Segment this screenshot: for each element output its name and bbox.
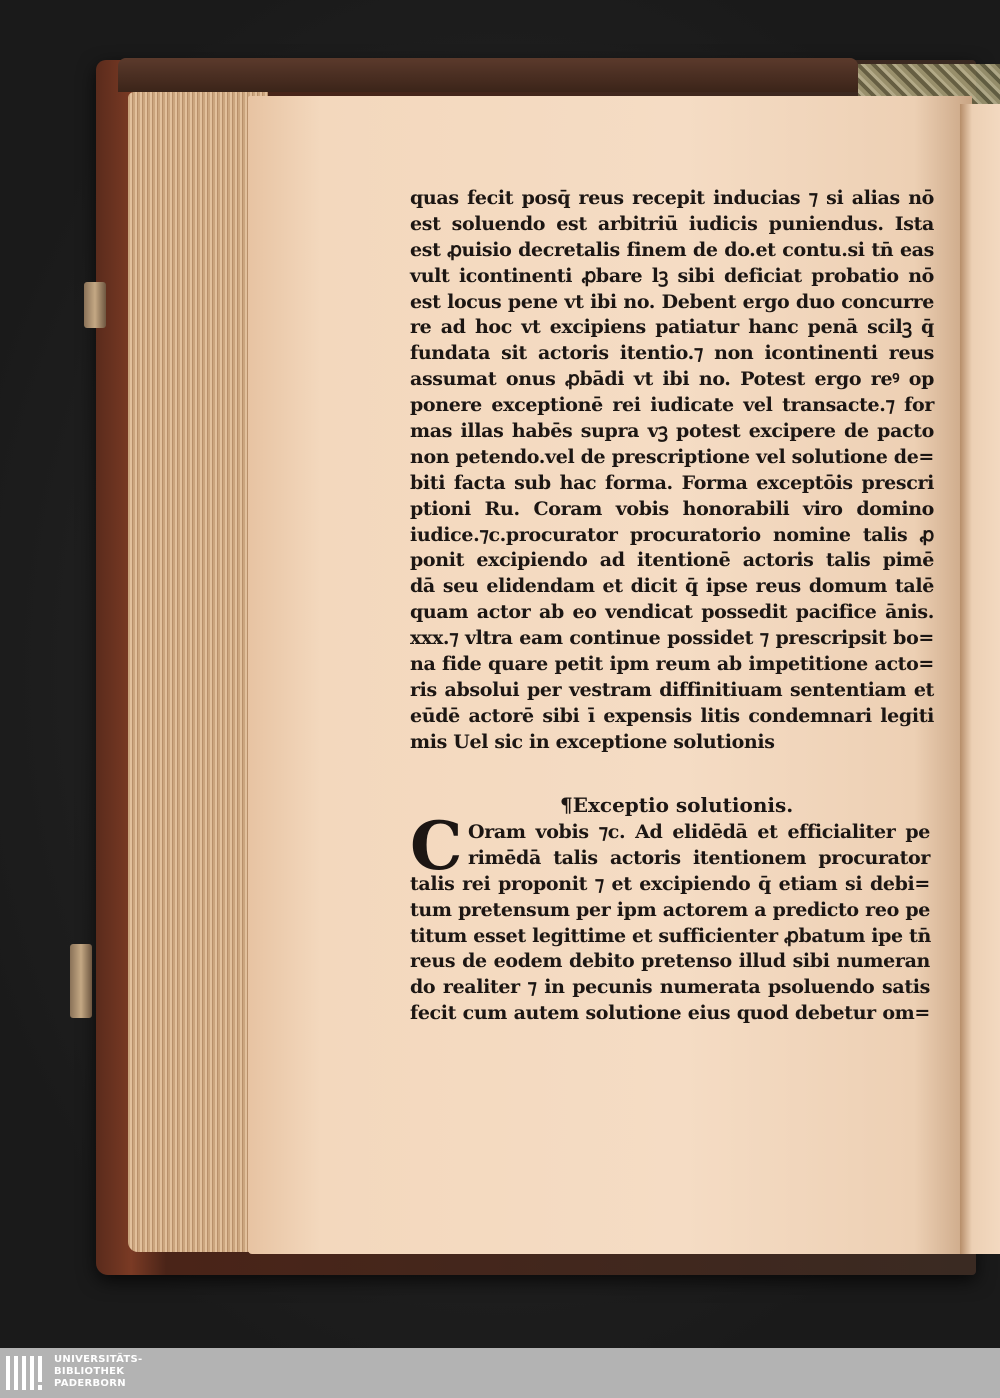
second-text-block — [410, 820, 930, 1027]
text-line: tum pretensum per ipm actorem a predicto reo pe — [410, 898, 930, 921]
text-line: na fide quare petit ipm reum ab impetitione acto= — [410, 653, 934, 676]
library-name-line: BIBLIOTHEK — [54, 1366, 125, 1377]
book-cover-top-edge — [118, 58, 858, 92]
text-line: ptioni Ru. Coram vobis honorabili viro domino — [410, 497, 934, 520]
text-line: re ad hoc vt excipiens patiatur hanc penā scilꝫ q̄ — [410, 316, 934, 339]
text-line: quas fecit posq̄ reus recepit inducias ⁊ si alias nō — [410, 187, 934, 209]
next-page-edge — [960, 104, 1000, 1254]
clasp-top-icon — [84, 282, 106, 328]
text-line: est locus pene vt ibi no. Debent ergo duo concurre — [410, 290, 934, 313]
text-line: ponit excipiendo ad itentionē actoris talis pimē — [410, 549, 934, 572]
library-name-line: UNIVERSITÄTS- — [54, 1354, 143, 1365]
text-line: est soluendo est arbitriū iudicis puniendus. Ista — [410, 212, 934, 235]
clasp-bottom-icon — [70, 944, 92, 1018]
text-line: fundata sit actoris itentio.⁊ non icontinenti reus — [410, 342, 934, 365]
text-line: non petendo.vel de prescriptione vel solutione de= — [410, 445, 934, 468]
main-text-block — [410, 186, 934, 756]
text-line: biti facta sub hac forma. Forma exceptōis prescri — [410, 471, 934, 494]
text-line: mas illas habēs supra vꝫ potest excipere de pacto — [410, 420, 934, 443]
library-name-line: PADERBORN — [54, 1378, 126, 1389]
page-edges — [128, 92, 268, 1252]
text-line: do realiter ⁊ in pecunis numerata psoluendo satis — [410, 976, 930, 999]
text-line: rimēdā talis actoris itentionem procurator — [468, 846, 930, 869]
text-line: vult icontinenti ꝓbare lꝫ sibi deficiat probatio nō — [410, 264, 934, 287]
text-line: reus de eodem debito pretenso illud sibi numeran — [410, 950, 930, 973]
text-line: titum esset legittime et sufficienter ꝓbatum ipe tn̄ — [410, 924, 931, 947]
text-line: ponere exceptionē rei iudicate vel transacte.⁊ for — [410, 394, 934, 417]
text-line: iudice.⁊c.procurator procuratorio nomine talis ꝓ — [410, 523, 934, 546]
text-line: mis Uel sic in exceptione solutionis — [410, 730, 775, 753]
text-line: xxx.⁊ vltra eam continue possidet ⁊ prescripsit bo= — [410, 627, 934, 650]
section-heading: ¶Exceptio solutionis. — [560, 793, 794, 817]
text-line: ris absolui per vestram diffinitiuam sententiam et — [410, 678, 934, 701]
text-line: talis rei proponit ⁊ et excipiendo q̄ etiam si debi= — [410, 872, 930, 895]
library-logo-icon — [4, 1352, 48, 1394]
text-line: assumat onus ꝓbādi vt ibi no. Potest ergo reꝰ op — [410, 368, 934, 391]
library-name — [54, 1354, 143, 1390]
text-line: dā seu elidendam et dicit q̄ ipse reus domum talē — [410, 575, 934, 598]
footer-bar — [0, 1348, 1000, 1398]
initial-letter: C — [410, 807, 463, 885]
text-line: est ꝓuisio decretalis finem de do.et contu.si tn̄ eas — [410, 238, 934, 261]
text-line: fecit cum autem solutione eius quod debetur om= — [410, 1002, 930, 1025]
text-line: eūdē actorē sibi ī expensis litis condemnari legiti — [410, 704, 934, 727]
text-line: Oram vobis ⁊c. Ad elidēdā et efficialiter pe — [468, 821, 930, 843]
text-line: quam actor ab eo vendicat possedit pacifice ānis. — [410, 601, 934, 624]
